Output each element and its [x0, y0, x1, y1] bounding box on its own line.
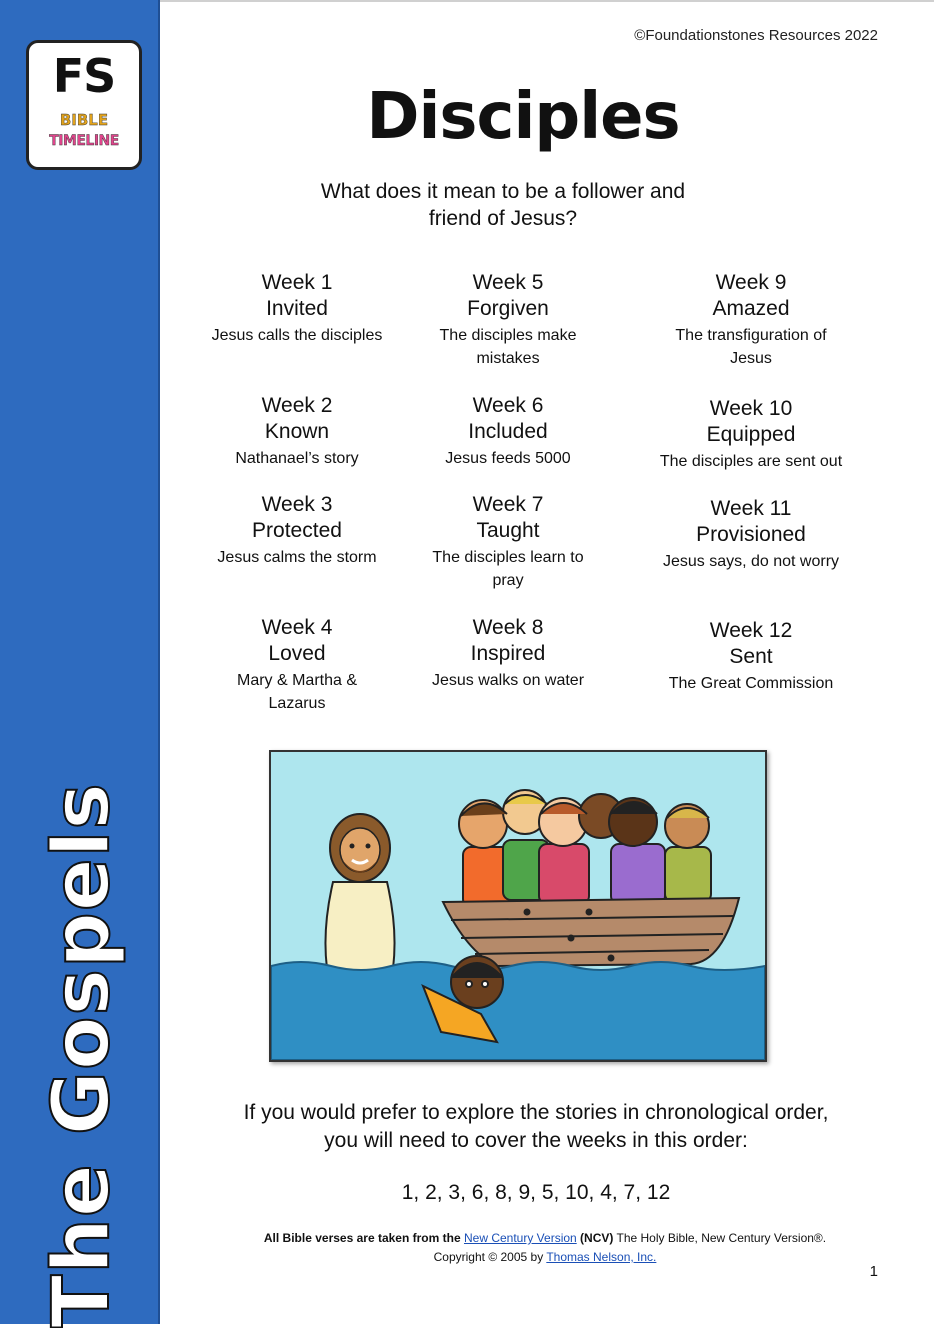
week-card-9 [636, 269, 866, 370]
week-theme: Provisioned [696, 523, 806, 546]
week-card-1 [192, 269, 402, 347]
fs-bible-timeline-logo [26, 40, 142, 170]
week-theme: Sent [729, 645, 773, 668]
week-card-7 [403, 491, 613, 592]
footnote-copyright-prefix: Copyright © 2005 by [433, 1250, 544, 1264]
chronological-line-1: If you would prefer to explore the stories in chronological order, [243, 1101, 829, 1124]
week-description: Jesus calls the disciples [211, 327, 383, 344]
week-card-12 [636, 617, 866, 695]
bible-version-footnote [190, 1229, 900, 1267]
week-number: Week 1 [261, 271, 333, 294]
week-theme: Protected [252, 519, 342, 542]
week-description: The transfiguration of Jesus [675, 327, 827, 367]
week-description: The disciples are sent out [659, 453, 843, 470]
week-description: Jesus walks on water [431, 672, 585, 689]
boat-scene-image [271, 752, 765, 1060]
week-number: Week 7 [472, 493, 544, 516]
week-description: Jesus feeds 5000 [445, 450, 571, 467]
week-card-8 [403, 614, 613, 692]
week-number: Week 8 [472, 616, 544, 639]
chronological-instructions [200, 1099, 872, 1155]
subtitle-line-1: What does it mean to be a follower and [320, 180, 686, 203]
week-number: Week 3 [261, 493, 333, 516]
week-number: Week 12 [709, 619, 793, 642]
illustration-jesus-walks-on-water [269, 750, 767, 1062]
week-number: Week 2 [261, 394, 333, 417]
week-description: Jesus calms the storm [217, 549, 377, 566]
week-card-11 [636, 495, 866, 573]
week-theme: Included [468, 420, 548, 443]
boat [443, 898, 739, 966]
footnote-rest: The Holy Bible, New Century Version®. [616, 1231, 827, 1245]
thomas-nelson-link[interactable]: Thomas Nelson, Inc. [546, 1250, 657, 1264]
week-card-2 [192, 392, 402, 470]
week-card-6 [403, 392, 613, 470]
sidebar-section-title: The Gospels [37, 782, 127, 1328]
week-description: Nathanael’s story [235, 450, 359, 467]
footnote-line-2 [190, 1248, 900, 1267]
footnote-bold-prefix: All Bible verses are taken from the [263, 1231, 461, 1245]
logo-bible-text: BIBLE [59, 111, 109, 129]
week-theme: Inspired [470, 642, 546, 665]
week-card-5 [403, 269, 613, 370]
week-description: Mary & Martha & Lazarus [236, 672, 358, 712]
top-divider [160, 0, 934, 2]
footnote-ncv-label: (NCV) [580, 1231, 614, 1245]
week-number: Week 9 [715, 271, 787, 294]
page-number: 1 [869, 1263, 878, 1280]
week-theme: Invited [266, 297, 328, 320]
week-number: Week 11 [710, 497, 792, 520]
week-number: Week 10 [709, 397, 793, 420]
week-theme: Taught [476, 519, 540, 542]
week-card-10 [636, 395, 866, 473]
logo-fs-text: FS [52, 49, 116, 103]
week-card-3 [192, 491, 402, 569]
week-theme: Forgiven [467, 297, 549, 320]
week-theme: Equipped [706, 423, 796, 446]
week-description: The Great Commission [668, 675, 834, 692]
week-theme: Amazed [712, 297, 790, 320]
week-description: The disciples learn to pray [432, 549, 584, 589]
week-number: Week 5 [472, 271, 544, 294]
page-title: Disciples [366, 80, 680, 154]
week-description: The disciples make mistakes [439, 327, 577, 367]
sidebar [0, 0, 160, 1328]
week-theme: Known [264, 420, 330, 443]
sea-water [271, 962, 765, 1060]
page-subtitle [290, 178, 716, 232]
footnote-line-1 [190, 1229, 900, 1248]
subtitle-line-2: friend of Jesus? [428, 207, 578, 230]
copyright-notice: ©Foundationstones Resources 2022 [634, 27, 878, 44]
week-description: Jesus says, do not worry [662, 553, 840, 570]
week-card-4 [192, 614, 402, 715]
logo-timeline-text: TIMELINE [49, 133, 119, 149]
week-number: Week 6 [472, 394, 544, 417]
week-number: Week 4 [261, 616, 333, 639]
new-century-version-link[interactable]: New Century Version [463, 1231, 577, 1245]
chronological-line-2: you will need to cover the weeks in this order: [324, 1129, 748, 1152]
chronological-order-list: 1, 2, 3, 6, 8, 9, 5, 10, 4, 7, 12 [401, 1181, 671, 1204]
week-theme: Loved [268, 642, 326, 665]
